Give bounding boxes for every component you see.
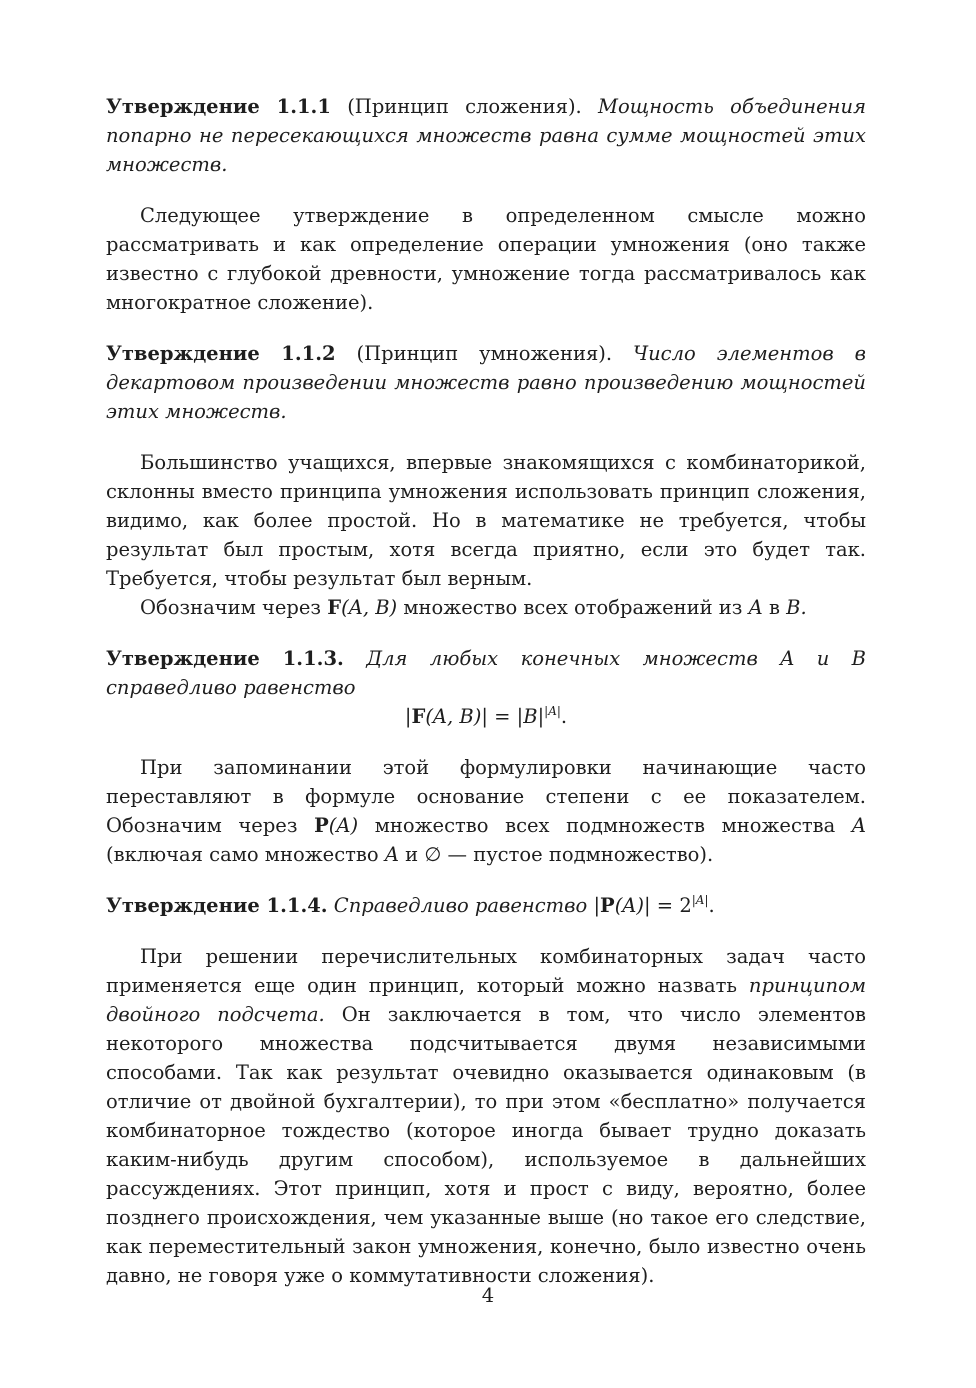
- paragraph-3: [106, 593, 866, 622]
- math-args: (A): [614, 894, 645, 917]
- math-bold-p: P: [600, 894, 615, 917]
- text-span: При запоминании этой формулировки начинающие часто переставляют в формуле основание степени с ее показателем. Обозначим через: [106, 756, 866, 837]
- text-span: множество всех подмножеств множества: [374, 814, 836, 837]
- text-span: (включая само множество: [106, 843, 379, 866]
- statement-1-1-1: [106, 92, 866, 179]
- paragraph-1: Следующее утверждение в определенном смысле можно рассматривать и как определение операции умножения (оно также известно с глубокой древности, умножение тогда рассматривалось как многократное сложение).: [106, 204, 866, 314]
- statement-1-1-3: [106, 644, 866, 702]
- paragraph-2: Большинство учащихся, впервые знакомящихся с комбинаторикой, склонны вместо принципа умножения использовать принцип сложения, видимо, как более простой. Но в математике не требуется, чтобы результат был простым, хотя всегда приятно, если это будет так. Требуется, чтобы результат был верным.: [106, 451, 866, 590]
- math-var-b: B: [523, 705, 538, 728]
- statement-label: Утверждение 1.1.1: [106, 95, 331, 118]
- math-period: .: [708, 894, 715, 917]
- math-args: (A, B): [341, 596, 398, 619]
- abs-bar: |: [593, 894, 601, 917]
- formula-f-ab: [106, 702, 866, 731]
- text-span: Он заключается в том, что число элементов некоторого множества подсчитывается двумя независимыми способами. Так как результат очевидно оказывается одинаковым (в отличие от двойной бухгалтерии), то при этом «бесплатно» получается комбинаторное тождество (которое иногда бывает трудно доказать каким-нибудь другим способом), используемое в дальнейших рассуждениях. Этот принцип, хотя и прост с виду, вероятно, более позднего происхождения, чем указанные выше (но такое его следствие, как переместительный закон умножения, конечно, было известно очень давно, не говоря уже о коммутативности сложения).: [106, 1003, 866, 1287]
- statement-1-1-2: [106, 339, 866, 426]
- math-exponent: |A|: [691, 893, 709, 907]
- statement-text: Справедливо равенство: [333, 894, 588, 917]
- math-args: (A, B): [425, 705, 482, 728]
- math-var-a: A: [384, 843, 399, 866]
- text-span: и ∅ — пустое подмножество).: [405, 843, 714, 866]
- statement-text: Число элементов в декартовом произведении множеств равно произведению мощностей этих множеств.: [106, 342, 867, 423]
- text-span: При решении перечислительных комбинаторных задач часто применяется еще один принцип, который можно назвать: [106, 945, 866, 997]
- text-span: множество всех отображений из: [403, 596, 743, 619]
- statement-name: (Принцип сложения).: [347, 95, 582, 118]
- term-double-counting: принципом двойного подсчета.: [106, 974, 866, 1026]
- page-number: 4: [481, 1284, 495, 1307]
- statement-name: (Принцип умножения).: [356, 342, 613, 365]
- math-var-b: B.: [786, 596, 807, 619]
- math-var-a: A: [748, 596, 763, 619]
- math-exponent: |A|: [544, 704, 561, 718]
- math-equals: | = 2: [644, 894, 692, 917]
- math-bold-p: P: [314, 814, 329, 837]
- statement-text: Мощность объединения попарно не пересекающихся множеств равна сумме мощностей этих множеств.: [106, 95, 866, 176]
- math-args: (A): [328, 814, 359, 837]
- math-period: .: [560, 705, 568, 728]
- statement-label: Утверждение 1.1.3.: [106, 647, 344, 670]
- statement-text: Для любых конечных множеств A и B справедливо равенство: [106, 647, 866, 699]
- abs-bar: |: [537, 705, 545, 728]
- statement-label: Утверждение 1.1.4.: [106, 894, 328, 917]
- math-var-a: A: [851, 814, 866, 837]
- math-bold-f: F: [411, 705, 426, 728]
- statement-label: Утверждение 1.1.2: [106, 342, 336, 365]
- math-equals: | = |: [481, 705, 524, 728]
- text-span: в: [768, 596, 780, 619]
- text-span: Обозначим через: [140, 596, 322, 619]
- paragraph-5: [106, 942, 866, 1290]
- abs-bar: |: [404, 705, 412, 728]
- statement-1-1-4: [106, 891, 866, 920]
- math-bold-f: F: [327, 596, 342, 619]
- paragraph-4: [106, 753, 866, 869]
- page-body: [106, 92, 866, 1312]
